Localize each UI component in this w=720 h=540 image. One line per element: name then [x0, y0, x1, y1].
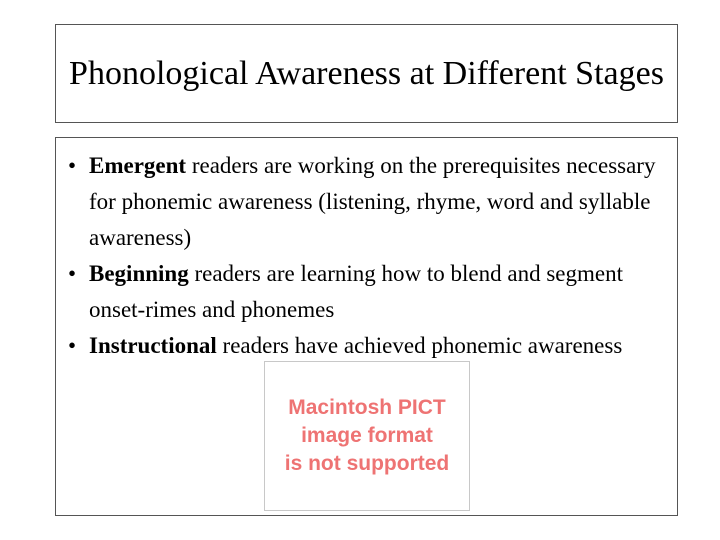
- bullet-text: [89, 256, 676, 328]
- bullet-item-beginning: [56, 256, 676, 328]
- content-box: [55, 137, 678, 516]
- bullet-item-emergent: [56, 148, 676, 256]
- placeholder-line: Macintosh PICT: [288, 396, 446, 419]
- placeholder-line: is not supported: [284, 452, 450, 475]
- bullet-icon: •: [67, 333, 77, 358]
- bullet-icon: •: [67, 261, 77, 286]
- bullet-term: Emergent: [89, 153, 187, 178]
- bullet-body: readers are working on the prerequisites necessary for phonemic awareness (listening, rhyme, word and syllable awareness): [89, 153, 656, 250]
- bullet-body: readers have achieved phonemic awareness: [216, 333, 623, 358]
- image-placeholder-message: [285, 394, 450, 478]
- image-placeholder: [264, 361, 470, 511]
- title-box: [55, 24, 678, 123]
- bullet-item-instructional: [56, 328, 676, 364]
- bullet-term: Beginning: [89, 261, 189, 286]
- slide-title: Phonological Awareness at Different Stages: [69, 54, 664, 92]
- bullet-text: [89, 328, 676, 364]
- bullet-icon: •: [67, 153, 77, 178]
- bullet-text: [89, 148, 676, 256]
- bullet-list: [56, 148, 676, 364]
- placeholder-line: image format: [301, 424, 433, 447]
- bullet-term: Instructional: [89, 333, 217, 358]
- bullet-body: readers are learning how to blend and segment onset-rimes and phonemes: [89, 261, 624, 322]
